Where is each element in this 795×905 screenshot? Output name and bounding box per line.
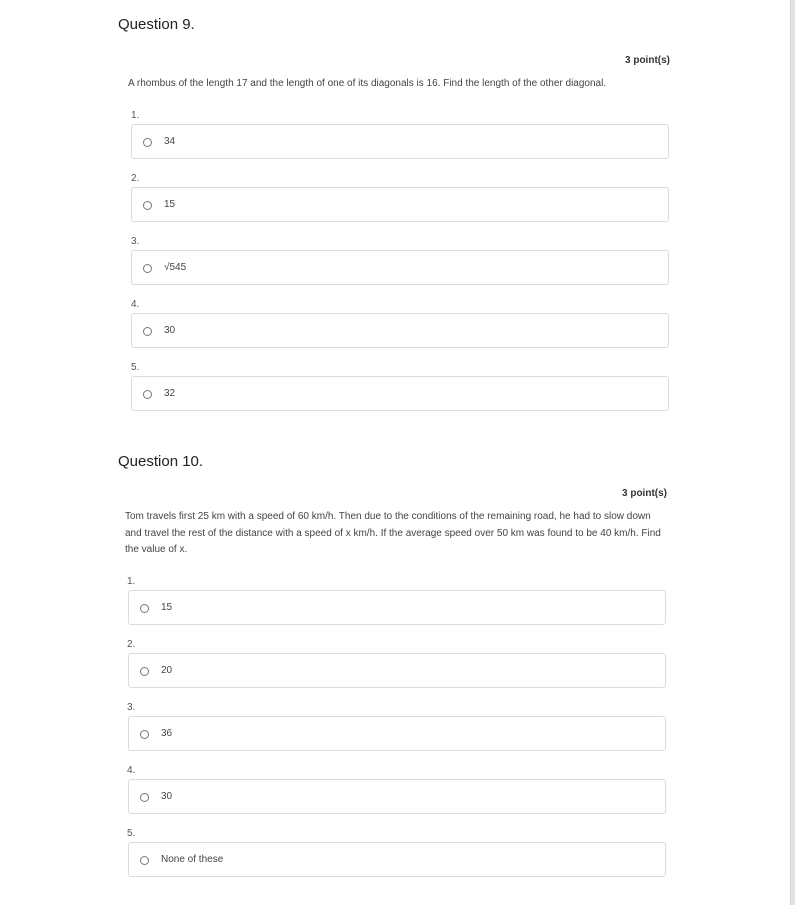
- option-label: √545: [164, 262, 187, 273]
- radio-button-icon[interactable]: [140, 856, 149, 865]
- question-10-text-line-3: the value of x.: [125, 544, 188, 555]
- scrollbar[interactable]: [790, 0, 795, 905]
- option-number: 2.: [127, 639, 136, 650]
- option-label: 34: [164, 136, 176, 147]
- option-label: 15: [161, 602, 173, 613]
- radio-button-icon[interactable]: [140, 793, 149, 802]
- question-9-option-3[interactable]: [131, 250, 669, 285]
- option-number: 3.: [131, 236, 140, 247]
- option-label: None of these: [161, 854, 224, 865]
- question-9-option-5[interactable]: [131, 376, 669, 411]
- question-10-option-4[interactable]: [128, 779, 666, 814]
- question-10-title: Question 10.: [118, 453, 204, 470]
- radio-button-icon[interactable]: [143, 264, 152, 273]
- question-10-option-3[interactable]: [128, 716, 666, 751]
- option-label: 36: [161, 728, 173, 739]
- radio-button-icon[interactable]: [140, 667, 149, 676]
- option-number: 2.: [131, 173, 140, 184]
- radio-button-icon[interactable]: [143, 138, 152, 147]
- question-10-option-2[interactable]: [128, 653, 666, 688]
- radio-button-icon[interactable]: [140, 730, 149, 739]
- option-label: 32: [164, 388, 176, 399]
- option-label: 30: [164, 325, 176, 336]
- option-number: 5.: [127, 828, 136, 839]
- question-9-option-1[interactable]: [131, 124, 669, 159]
- option-number: 3.: [127, 702, 136, 713]
- option-label: 20: [161, 665, 173, 676]
- question-10-points: 3 point(s): [622, 488, 667, 499]
- question-9-points: 3 point(s): [625, 55, 670, 66]
- option-number: 4.: [131, 299, 140, 310]
- option-number: 4.: [127, 765, 136, 776]
- radio-button-icon[interactable]: [143, 390, 152, 399]
- option-number: 1.: [131, 110, 140, 121]
- radio-button-icon[interactable]: [140, 604, 149, 613]
- question-9-text: A rhombus of the length 17 and the length of one of its diagonals is 16. Find the length of the other diagonal.: [128, 78, 607, 89]
- question-10-text-line-2: and travel the rest of the distance with a speed of x km/h. If the average speed over 50 km was found to be 40 km/h. Find: [125, 527, 661, 539]
- option-label: 15: [164, 199, 176, 210]
- radio-button-icon[interactable]: [143, 327, 152, 336]
- option-number: 1.: [127, 576, 136, 587]
- question-9-option-4[interactable]: [131, 313, 669, 348]
- question-9-option-2[interactable]: [131, 187, 669, 222]
- question-9-title: Question 9.: [118, 16, 195, 33]
- question-10-option-5[interactable]: [128, 842, 666, 877]
- option-number: 5.: [131, 362, 140, 373]
- question-10-text: [125, 509, 685, 559]
- question-10-text-line-1: Tom travels first 25 km with a speed of 60 km/h. Then due to the conditions of the remaining road, he had to slow down: [125, 511, 651, 522]
- option-label: 30: [161, 791, 173, 802]
- radio-button-icon[interactable]: [143, 201, 152, 210]
- question-10-option-1[interactable]: [128, 590, 666, 625]
